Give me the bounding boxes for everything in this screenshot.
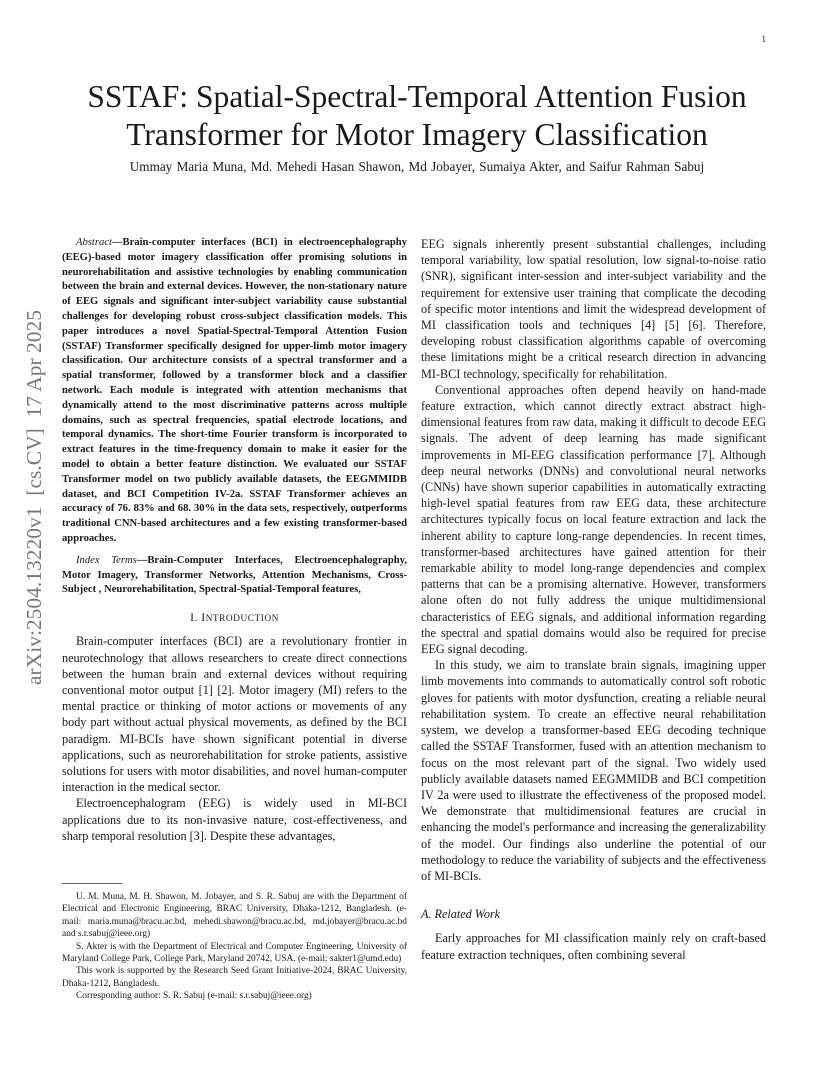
right-column: [421, 236, 766, 963]
paragraph: Early approaches for MI classification mainly rely on craft-based feature extraction techniques, often combining several: [421, 931, 766, 962]
footnote-divider: [62, 883, 122, 884]
arxiv-stamp-text: arXiv:2504.13220v1 [cs.CV] 17 Apr 2025: [22, 309, 46, 685]
paragraph: Brain-computer interfaces (BCI) are a revolutionary frontier in neurotechnology that allows researchers to create direct connections between the human brain and external devices without requiring conventional motor output [1] [2]. Motor imagery (MI) refers to the mental practice or thinking of motor actions or movements of any body part without actual physical movements, as defined by the BCI paradigm. MI-BCIs have shown significant potential in diverse applications, such as neurorehabilitation for stroke patients, assistive solutions for users with motor disabilities, and novel human-computer interaction in the medical sector.: [62, 634, 407, 795]
paper-title: SSTAF: Spatial-Spectral-Temporal Attention Fusion Transformer for Motor Imagery Classification: [87, 79, 747, 152]
paragraph: In this study, we aim to translate brain signals, imagining upper limb movements into commands to automatically control soft robotic gloves for patients with motor dysfunction, creating a reliable neural rehabilitation system. To create an effective neural rehabilitation system, we develop a transformer-based EEG decoding technique called the SSTAF Transformer, fused with an attention mechanism to focus on the most relevant part of the signal. Two widely used publicly available datasets named EEGMMIDB and BCI competition IV 2a were used to illustrate the effectiveness of the proposed model. We demonstrate that multidimensional features are crucial in enhancing the model's performance and increasing the generalizability of the model. Our findings also underline the potential of our methodology to reduce the variability of subjects and the effectiveness of MI-BCIs.: [421, 658, 766, 883]
index-terms-text: —Brain-Computer Interfaces, Electroencephalography, Motor Imagery, Transformer Networks, Attention Mechanisms, Cross-Subject , Neurorehabilitation, Spectral-Spatial-Temporal features,: [62, 554, 407, 596]
abstract-text: —Brain-computer interfaces (BCI) in electroencephalography (EEG)-based motor imagery classification offer promising solutions in neurorehabilitation and assistive technologies by enabling communication between the brain and external devices. However, the non-stationary nature of EEG signals and significant inter-subject variability cause substantial challenges for developing robust cross-subject classification models. This paper introduces a novel Spatial-Spectral-Temporal Attention Fusion (SSTAF) Transformer specifically designed for upper-limb motor imagery classification. Our architecture consists of a spectral transformer and a spatial transformer, followed by a transformer block and a classifier network. Each module is integrated with attention mechanisms that dynamically attend to the most discriminative patterns across multiple domains, such as spectral frequencies, spatial electrode locations, and temporal dynamics. The short-time Fourier transform is incorporated to extract features in the time-frequency domain to make it easier for the model to obtain a better feature distinction. We evaluated our SSTAF Transformer model on two publicly available datasets, the EEGMMIDB dataset, and BCI Competition IV-2a. SSTAF Transformer achieves an accuracy of 76. 83% and 68. 30% in the data sets, respectively, outperforms traditional CNN-based architectures and a few existing transformer-based approaches.: [62, 237, 407, 544]
paragraph: Conventional approaches often depend heavily on hand-made feature extraction, which cannot directly extract abstract high-dimensional features from raw data, making it difficult to decode EEG signals. The advent of deep learning has made significant improvements in MI-EEG classification performance [7]. Although deep neural networks (DNNs) and convolutional neural networks (CNNs) have shown superior capabilities in automatically extracting high-level spatial features from raw EEG data, these architecture architectures typically focus on local feature extraction and lack the inherent ability to capture long-range dependencies. In recent times, transformer-based architectures have gained attention for their remarkable ability to model long-range dependencies and complex patterns that can be a promising alternative. However, transformers alone often do not fully address the unique multidimensional characteristics of EEG signals, and additional information regarding the spectral and spatial domains would also be required for precise EEG signal decoding.: [421, 382, 766, 657]
arxiv-stamp: [18, 285, 48, 685]
paragraph: EEG signals inherently present substantial challenges, including temporal variability, low spatial resolution, low signal-to-noise ratio (SNR), significant inter-session and inter-subject variability and the requirement for extensive user training that complicate the decoding of specific motor intentions and limit the widespread development of MI classification tools and techniques [4] [5] [6]. Therefore, developing robust classification algorithms capable of overcoming these limitations might be a critical research direction in advancing MI-BCI technology, specifically for rehabilitation.: [421, 237, 766, 381]
subsection-heading-related-work: A. Related Work: [421, 907, 501, 922]
abstract: [62, 236, 407, 547]
section-heading-introduction: I. INTRODUCTION: [190, 611, 279, 625]
footnotes: [62, 891, 407, 1003]
paragraph: Electroencephalogram (EEG) is widely used in MI-BCI applications due to its non-invasive nature, cost-effectiveness, and sharp temporal resolution [3]. Despite these advantages,: [62, 796, 407, 843]
footnote: S. Akter is with the Department of Electrical and Computer Engineering, University of Maryland College Park, College Park, Maryland 20742, USA. (e-mail: sakter1@umd.edu): [62, 941, 407, 965]
index-terms: [62, 554, 407, 598]
page-number: 1: [761, 34, 766, 44]
footnote: U. M. Muna, M. H. Shawon, M. Jobayer, and S. R. Sabuj are with the Department of Electrical and Electronic Engineering, BRAC University, Dhaka-1212, Bangladesh. (e-mail: maria.muna@bracu.ac.bd, mehedi.shawon@bracu.ac.bd, md.jobayer@bracu.ac.bd and s.r.sabuj@ieee.org): [62, 892, 407, 940]
footnote: Corresponding author: S. R. Sabuj (e-mail: s.r.sabuj@ieee.org): [76, 991, 312, 1002]
footnote: This work is supported by the Research Seed Grant Initiative-2024, BRAC University, Dhaka-1212, Bangladesh.: [62, 966, 407, 989]
abstract-lead: Abstract: [76, 237, 112, 248]
left-column: [62, 236, 407, 844]
author-list: Ummay Maria Muna, Md. Mehedi Hasan Shawon, Md Jobayer, Sumaiya Akter, and Saifur Rahman Sabuj: [129, 159, 705, 174]
index-terms-lead: Index Terms: [76, 554, 137, 566]
